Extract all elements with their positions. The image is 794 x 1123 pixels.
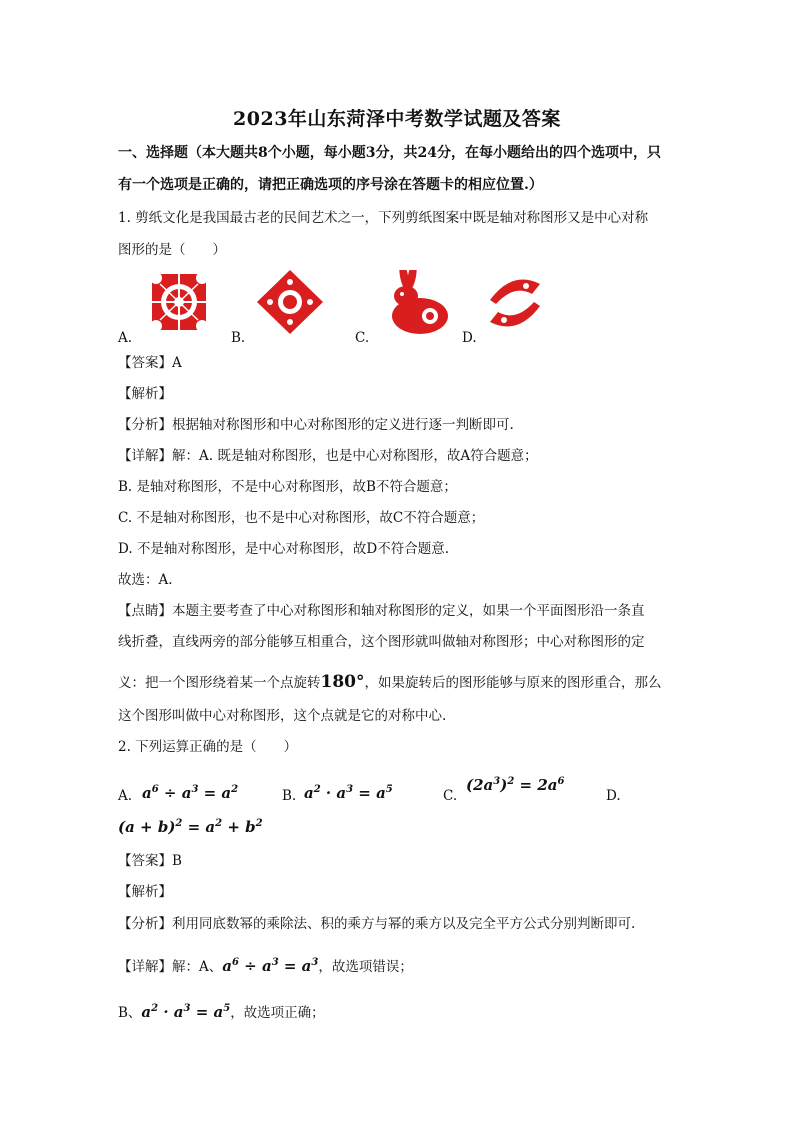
papercut-b-image: [255, 268, 325, 336]
q2-option-b-label: B.: [282, 788, 297, 804]
papercut-c-rabbit-image: [376, 270, 450, 336]
q1-stem-line1: 1. 剪纸文化是我国最古老的民间艺术之一，下列剪纸图案中既是轴对称图形又是中心对称: [118, 210, 649, 226]
q1-dianjing-line3-pre: 义：把一个图形绕着某一个点旋转: [118, 675, 321, 691]
q2-option-d-label: D.: [606, 788, 621, 804]
q1-detail-c: C. 不是轴对称图形，也不是中心对称图形，故C不符合题意；: [118, 510, 485, 526]
q1-dianjing-line1: 【点睛】本题主要考查了中心对称图形和轴对称图形的定义，如果一个平面图形沿一条直: [118, 603, 645, 619]
section-heading-line2: 有一个选项是正确的，请把正确选项的序号涂在答题卡的相应位置.）: [118, 177, 543, 193]
q2-detail-b-pre: B、: [118, 1005, 142, 1021]
q1-dianjing-line2: 线折叠，直线两旁的部分能够互相重合，这个图形就叫做轴对称图形；中心对称图形的定: [118, 634, 645, 650]
q2-answer: 【答案】B: [118, 853, 182, 869]
q2-option-b-formula: $a^2 \cdot a^3 = a^5$: [304, 784, 393, 802]
q1-option-d: D.: [462, 330, 477, 346]
q1-answer: 【答案】A: [118, 355, 182, 371]
q2-xiangjie-post: ，故选项错误；: [318, 959, 413, 975]
q1-dianjing-line4: 这个图形叫做中心对称图形，这个点就是它的对称中心.: [118, 708, 447, 724]
page-title: 2023年山东菏泽中考数学试题及答案: [233, 108, 561, 130]
q2-option-a-formula: $a^6 \div a^3 = a^2$: [142, 784, 239, 802]
q1-option-a: A.: [118, 330, 133, 346]
q2-fenxi: 【分析】利用同底数幂的乘除法、积的乘方与幂的乘方以及完全平方公式分别判断即可.: [118, 916, 636, 932]
q1-option-c: C.: [355, 330, 370, 346]
q2-analysis-label: 【解析】: [118, 884, 172, 900]
q2-detail-b-post: ，故选项正确；: [230, 1005, 325, 1021]
q1-choose: 故选：A.: [118, 572, 173, 588]
q1-dianjing-line3-post: ，如果旋转后的图形能够与原来的图形重合，那么: [364, 675, 662, 691]
section-heading-line1: 一、选择题（本大题共8个小题，每小题3分，共24分，在每小题给出的四个选项中，只: [118, 145, 661, 161]
q1-analysis-label: 【解析】: [118, 386, 172, 402]
q2-option-c-formula: $(2a^3)^2 = 2a^6$: [466, 776, 565, 794]
q2-detail-b: B、$a^2 \cdot a^3 = a^5$，故选项正确；: [118, 1003, 325, 1021]
q2-stem: 2. 下列运算正确的是（ ）: [118, 739, 298, 755]
papercut-d-fish-image: [482, 270, 548, 336]
q2-option-a-label: A.: [118, 788, 133, 804]
q2-xiangjie: 【详解】解：A、$a^6 \div a^3 = a^3$，故选项错误；: [118, 957, 413, 975]
q2-option-d-formula: $(a + b)^2 = a^2 + b^2$: [118, 818, 263, 836]
q1-detail-d: D. 不是轴对称图形，是中心对称图形，故D不符合题意.: [118, 541, 450, 557]
q1-stem-line2: 图形的是（ ）: [118, 242, 226, 258]
q1-xiangjie: 【详解】解：A. 既是轴对称图形，也是中心对称图形，故A符合题意；: [118, 448, 538, 464]
q2-option-c-label: C.: [443, 788, 458, 804]
rotation-degree: 180°: [320, 672, 365, 692]
q1-fenxi: 【分析】根据轴对称图形和中心对称图形的定义进行逐一判断即可.: [118, 417, 514, 433]
q1-detail-b: B. 是轴对称图形，不是中心对称图形，故B不符合题意；: [118, 479, 457, 495]
q1-dianjing-line3: [118, 672, 662, 693]
q1-option-b: B.: [231, 330, 246, 346]
q2-xiangjie-pre: 【详解】解：A、: [118, 959, 223, 975]
papercut-a-image: [148, 270, 210, 334]
